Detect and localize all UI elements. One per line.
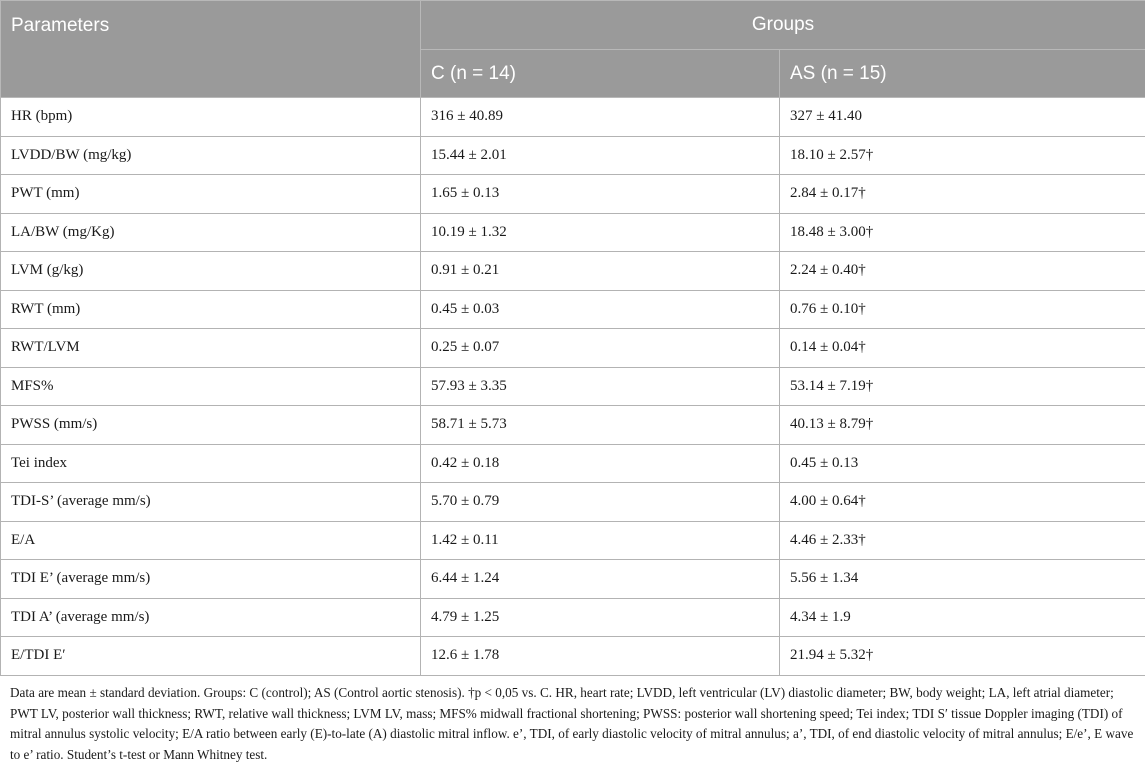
row-c-value: 0.42 ± 0.18	[421, 444, 780, 483]
header-parameters: Parameters	[1, 1, 421, 98]
row-as-value: 2.24 ± 0.40†	[780, 252, 1145, 291]
row-c-value: 4.79 ± 1.25	[421, 598, 780, 637]
row-as-value: 4.00 ± 0.64†	[780, 483, 1145, 522]
row-as-value: 5.56 ± 1.34	[780, 560, 1145, 599]
table-row	[1, 637, 1145, 676]
table-row	[1, 98, 1145, 137]
row-param: TDI A’ (average mm/s)	[1, 598, 421, 637]
header-row-groups	[1, 1, 1145, 50]
row-param: Tei index	[1, 444, 421, 483]
table-row	[1, 598, 1145, 637]
row-as-value: 18.10 ± 2.57†	[780, 136, 1145, 175]
row-c-value: 1.42 ± 0.11	[421, 521, 780, 560]
row-c-value: 58.71 ± 5.73	[421, 406, 780, 445]
table-row	[1, 175, 1145, 214]
table-row	[1, 213, 1145, 252]
row-as-value: 4.46 ± 2.33†	[780, 521, 1145, 560]
row-c-value: 0.91 ± 0.21	[421, 252, 780, 291]
row-as-value: 0.45 ± 0.13	[780, 444, 1145, 483]
table-body	[1, 98, 1145, 676]
row-c-value: 316 ± 40.89	[421, 98, 780, 137]
header-col-as: AS (n = 15)	[780, 50, 1145, 98]
row-param: LA/BW (mg/Kg)	[1, 213, 421, 252]
row-param: E/TDI E′	[1, 637, 421, 676]
row-as-value: 21.94 ± 5.32†	[780, 637, 1145, 676]
header-col-c: C (n = 14)	[421, 50, 780, 98]
row-as-value: 40.13 ± 8.79†	[780, 406, 1145, 445]
row-param: TDI E’ (average mm/s)	[1, 560, 421, 599]
row-c-value: 0.45 ± 0.03	[421, 290, 780, 329]
row-c-value: 15.44 ± 2.01	[421, 136, 780, 175]
row-param: LVM (g/kg)	[1, 252, 421, 291]
row-as-value: 0.76 ± 0.10†	[780, 290, 1145, 329]
row-param: E/A	[1, 521, 421, 560]
row-as-value: 18.48 ± 3.00†	[780, 213, 1145, 252]
row-c-value: 6.44 ± 1.24	[421, 560, 780, 599]
table-row	[1, 136, 1145, 175]
row-param: PWT (mm)	[1, 175, 421, 214]
row-param: MFS%	[1, 367, 421, 406]
row-param: PWSS (mm/s)	[1, 406, 421, 445]
row-as-value: 327 ± 41.40	[780, 98, 1145, 137]
row-param: RWT (mm)	[1, 290, 421, 329]
row-c-value: 5.70 ± 0.79	[421, 483, 780, 522]
table-row	[1, 367, 1145, 406]
table-row	[1, 521, 1145, 560]
header-groups: Groups	[421, 1, 1145, 50]
table-row	[1, 560, 1145, 599]
table-row	[1, 483, 1145, 522]
row-as-value: 53.14 ± 7.19†	[780, 367, 1145, 406]
table-row	[1, 406, 1145, 445]
row-c-value: 0.25 ± 0.07	[421, 329, 780, 368]
row-c-value: 12.6 ± 1.78	[421, 637, 780, 676]
row-as-value: 0.14 ± 0.04†	[780, 329, 1145, 368]
row-param: RWT/LVM	[1, 329, 421, 368]
row-as-value: 4.34 ± 1.9	[780, 598, 1145, 637]
table-footnote: Data are mean ± standard deviation. Groups: C (control); AS (Control aortic stenosis). †p < 0,05 vs. C. HR, heart rate; LVDD, left ventricular (LV) diastolic diameter; BW, body weight; LA, left atrial diameter; PWT LV, posterior wall thickness; RWT, relative wall thickness; LVM LV, mass; MFS% midwall fractional shortening; PWSS: posterior wall shortening speed; Tei index; TDI S′ tissue Doppler imaging (TDI) of mitral annulus systolic velocity; E/A ratio between early (E)-to-late (A) diastolic mitral inflow. e’, TDI, of early diastolic velocity of mitral annulus; a’, TDI, of end diastolic velocity of mitral annulus; E/e’, E wave to e’ ratio. Student’s t-test or Mann Whitney test.	[10, 683, 1138, 765]
row-param: LVDD/BW (mg/kg)	[1, 136, 421, 175]
row-c-value: 57.93 ± 3.35	[421, 367, 780, 406]
row-param: HR (bpm)	[1, 98, 421, 137]
row-c-value: 1.65 ± 0.13	[421, 175, 780, 214]
table-row	[1, 329, 1145, 368]
row-c-value: 10.19 ± 1.32	[421, 213, 780, 252]
table-row	[1, 290, 1145, 329]
table-row	[1, 252, 1145, 291]
table-row	[1, 444, 1145, 483]
row-as-value: 2.84 ± 0.17†	[780, 175, 1145, 214]
row-param: TDI-S’ (average mm/s)	[1, 483, 421, 522]
table-header	[1, 1, 1145, 98]
